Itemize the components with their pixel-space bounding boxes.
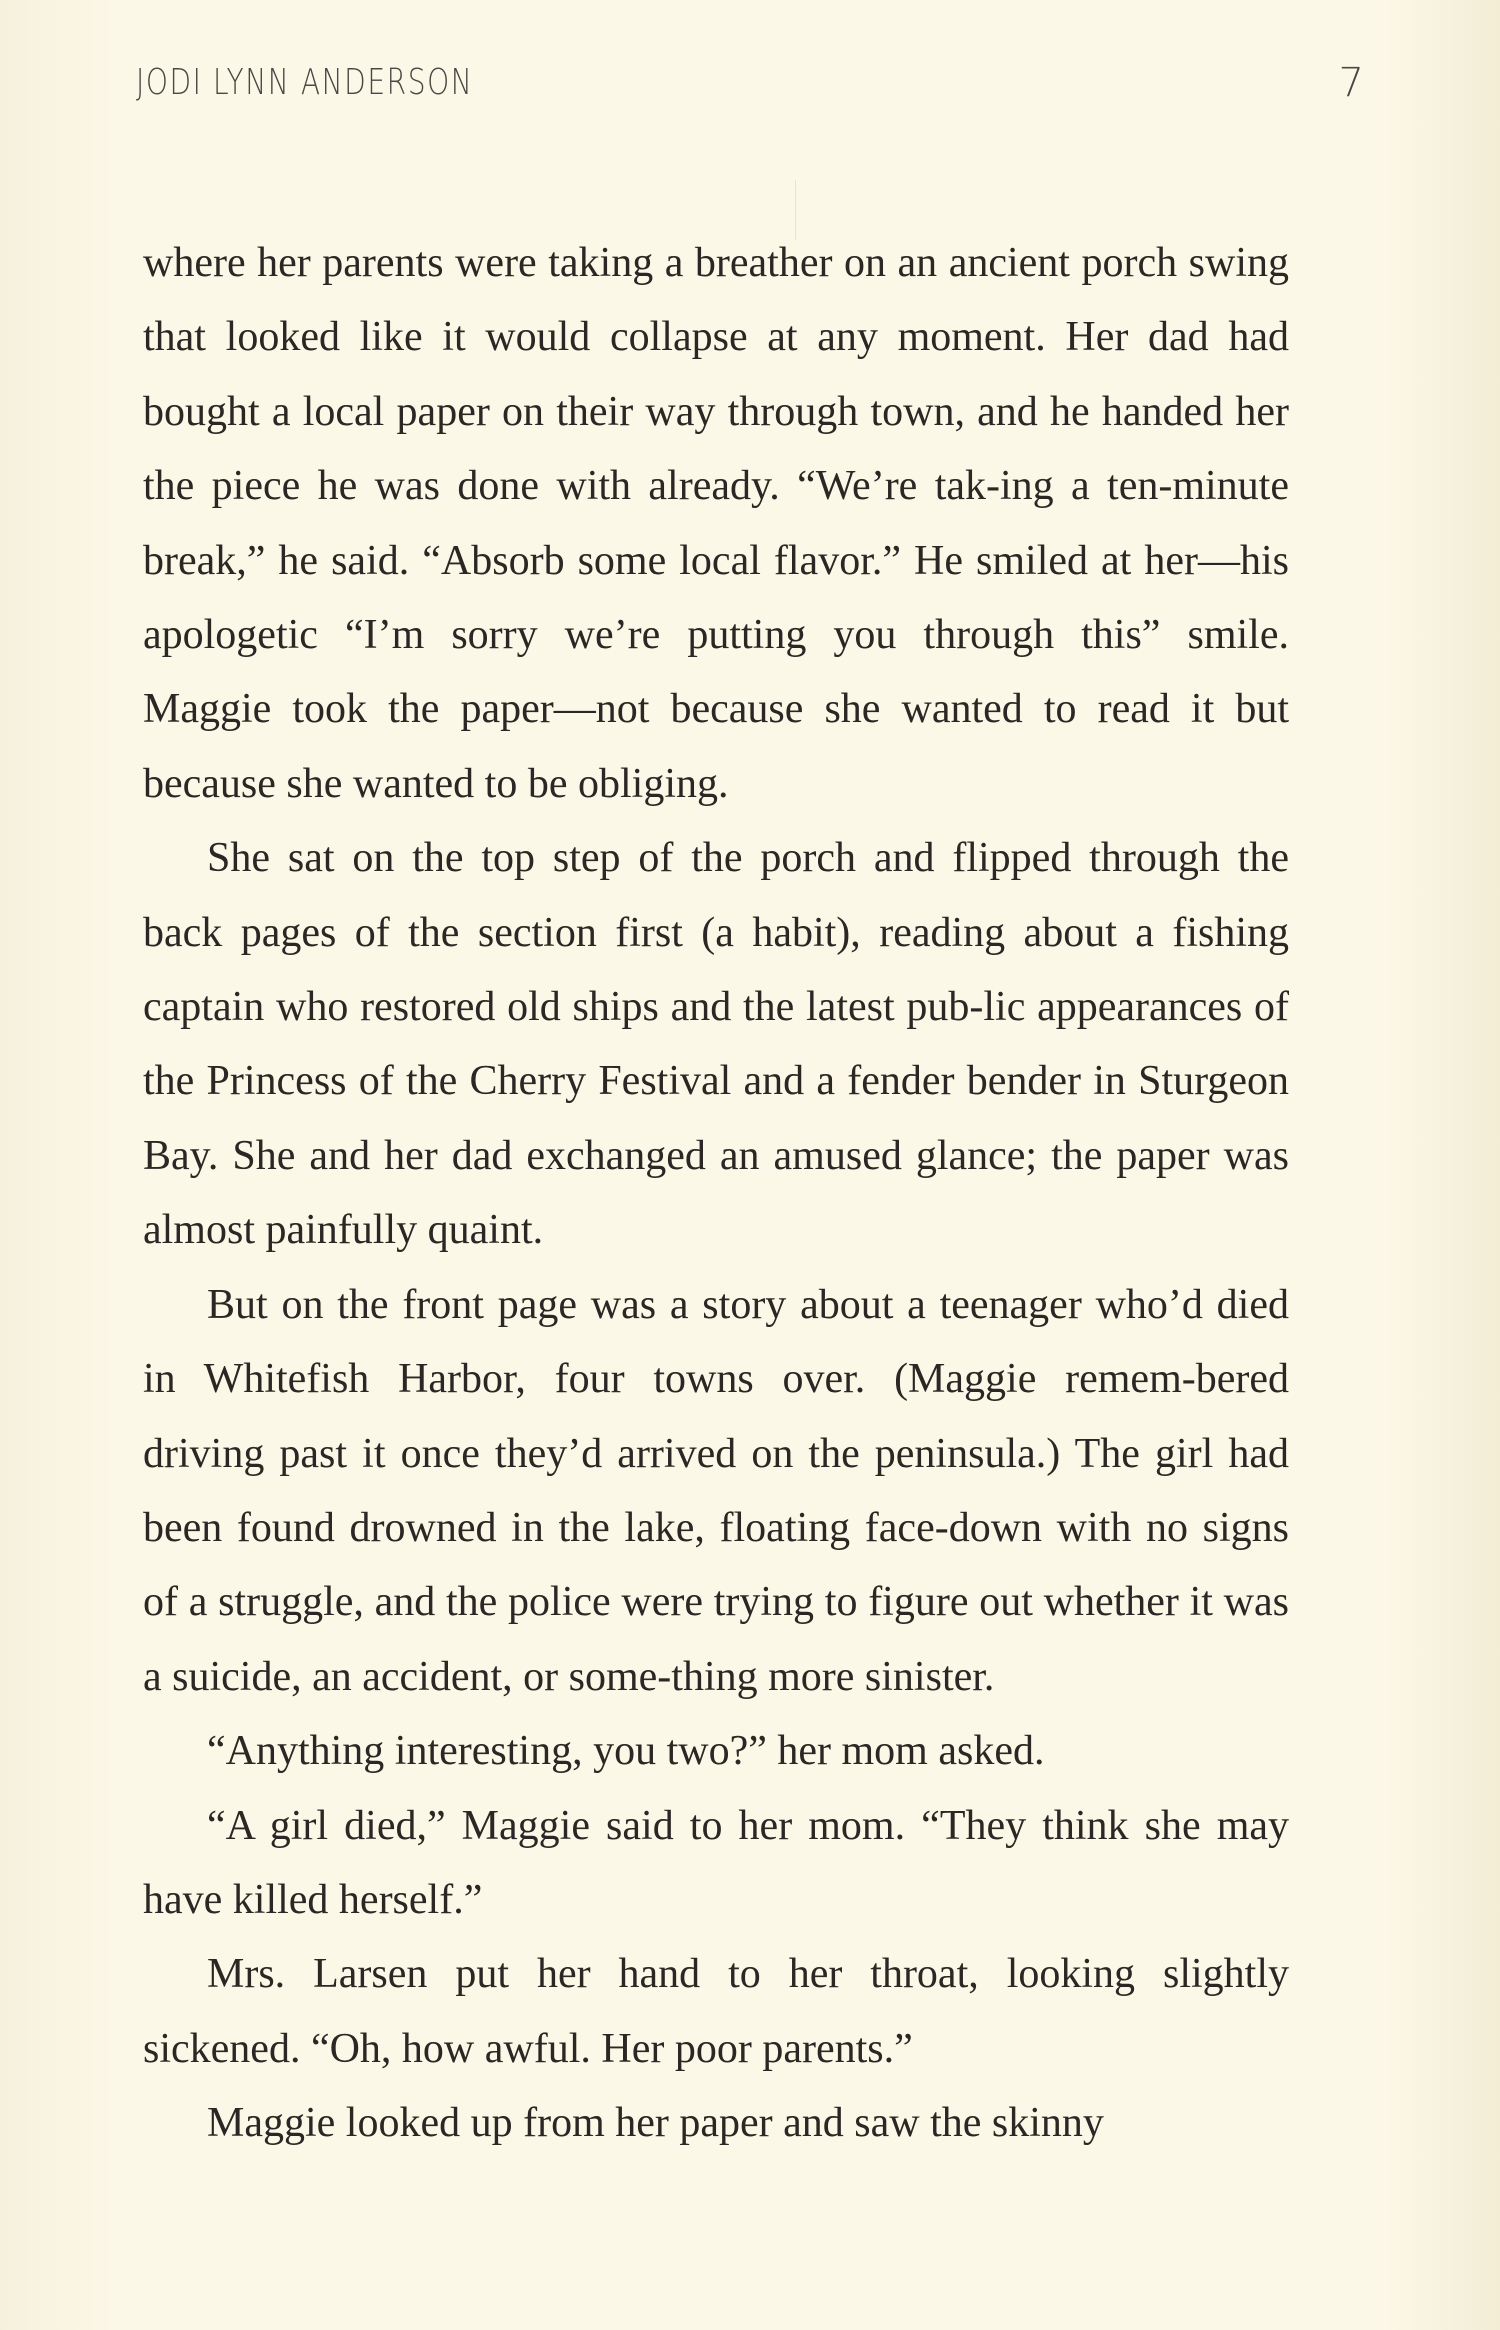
paragraph-3: But on the front page was a story about a teenager who’d died in Whitefish Harbor, four towns over. (Maggie remem-bered driving past it once they’d arrived on the peninsula.) The girl had been found drowned in the lake, floating face-down with no signs of a struggle, and the police were trying to figure out whether it was a suicide, an accident, or some-thing more sinister. [143, 1281, 1289, 1700]
page-header [136, 60, 1364, 122]
paragraph-6: Mrs. Larsen put her hand to her throat, looking slightly sickened. “Oh, how awful. Her poor parents.” [143, 1951, 1289, 2072]
page-number: 7 [1338, 60, 1364, 106]
body-text [143, 226, 1289, 2161]
running-head: JODI LYNN ANDERSON [136, 62, 474, 103]
paragraph-1: where her parents were taking a breather on an ancient porch swing that looked like it would collapse at any moment. Her dad had bought a local paper on their way through town, and he handed her the piece he was done with already. “We’re tak-ing a ten-minute break,” he said. “Absorb some local flavor.” He smiled at her—his apologetic “I’m sorry we’re putting you through this” smile. Maggie took the paper—not because she wanted to read it but because she wanted to be obliging. [143, 240, 1289, 807]
paragraph-4: “Anything interesting, you two?” her mom asked. [207, 1728, 1045, 1775]
paragraph-7: Maggie looked up from her paper and saw the skinny [207, 2100, 1104, 2147]
paragraph-5: “A girl died,” Maggie said to her mom. “They think she may have killed herself.” [143, 1802, 1289, 1923]
paragraph-2: She sat on the top step of the porch and flipped through the back pages of the section first (a habit), reading about a fishing captain who restored old ships and the latest pub-lic appearances of the Princess of the Cherry Festival and a fender bender in Sturgeon Bay. She and her dad exchanged an amused glance; the paper was almost painfully quaint. [143, 835, 1289, 1254]
